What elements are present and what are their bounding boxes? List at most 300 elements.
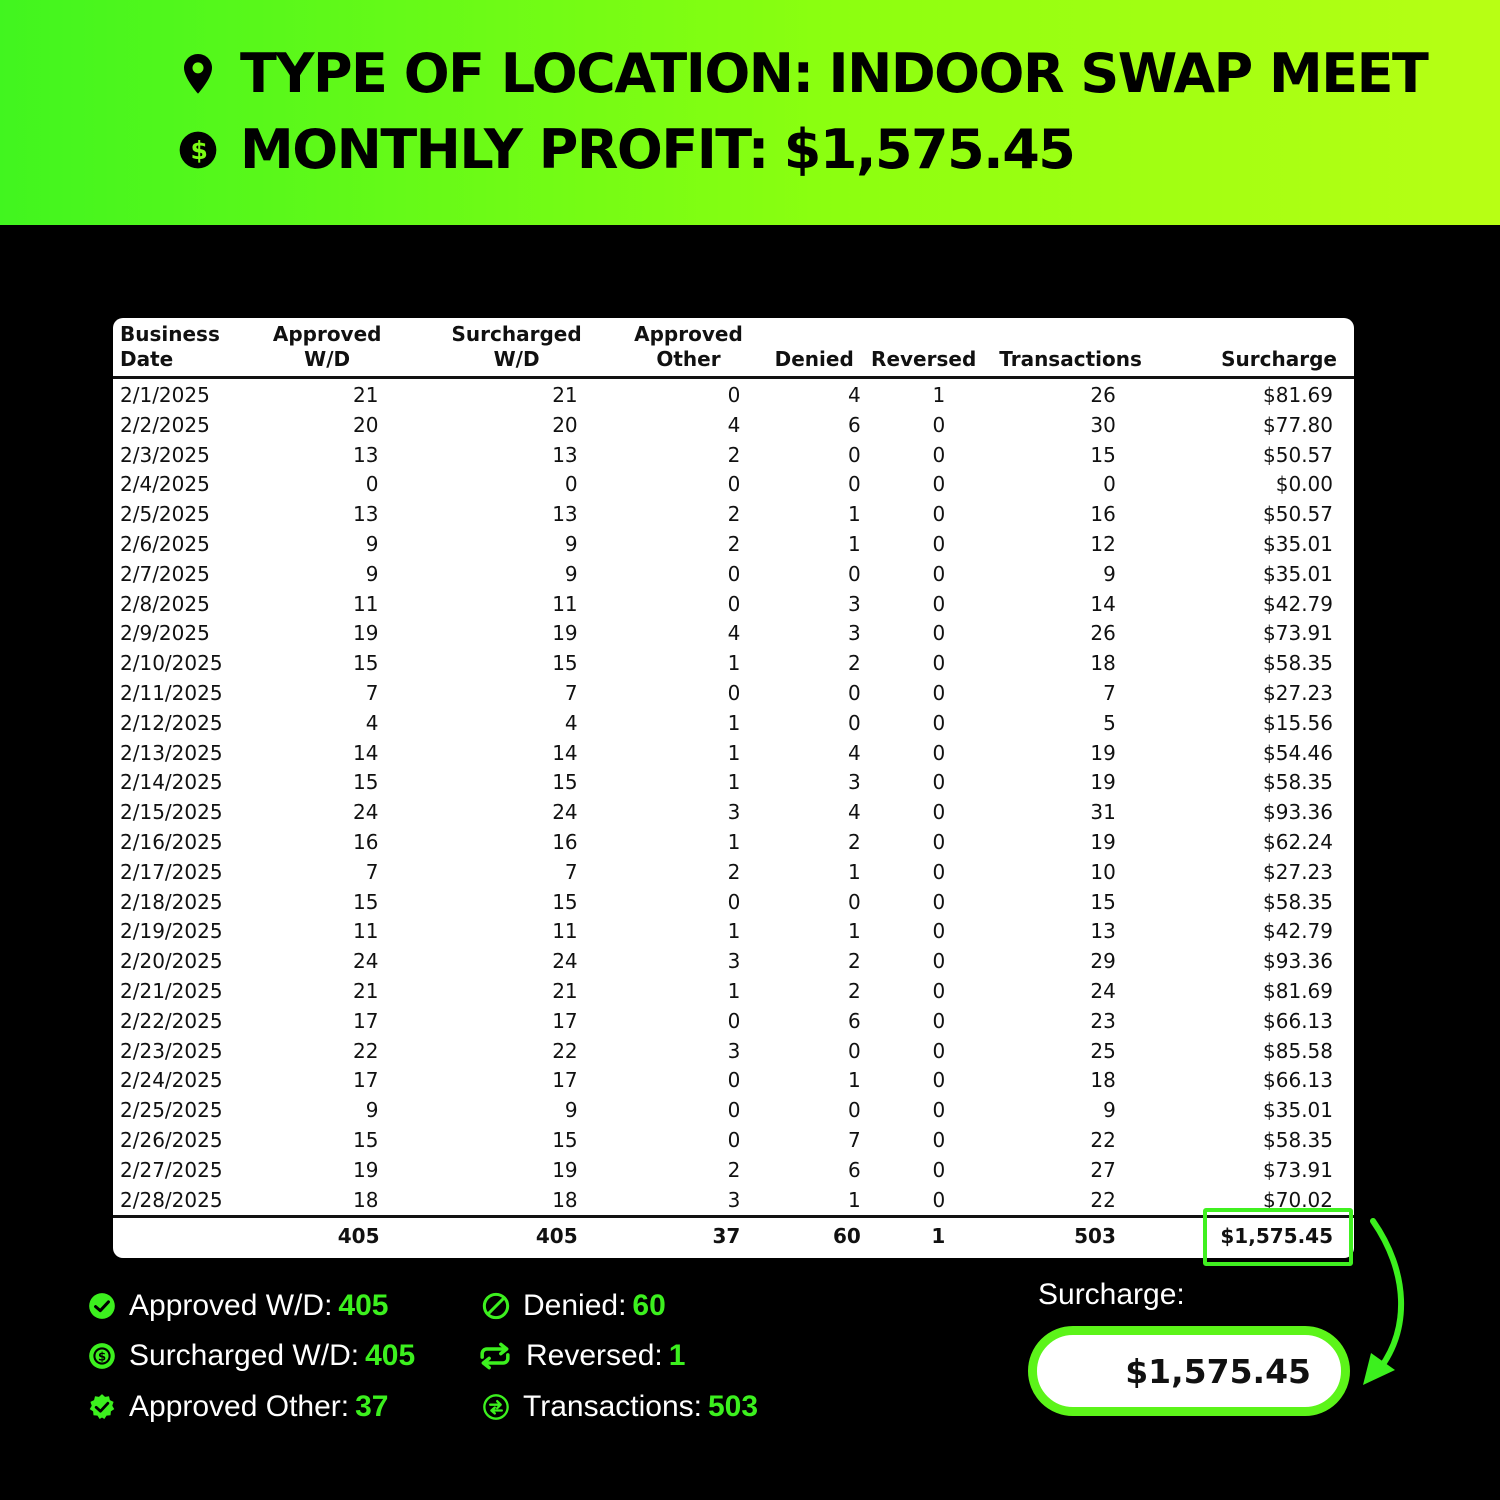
table-row [113, 619, 1354, 649]
value-cell: 11 [353, 919, 379, 944]
table-row [113, 828, 1354, 858]
value-cell: 0 [365, 472, 379, 497]
value-cell: 4 [727, 412, 741, 437]
value-cell: $35.01 [1263, 561, 1333, 586]
value-cell: 15 [552, 651, 578, 676]
value-cell: 24 [552, 949, 578, 974]
value-cell: 4 [848, 740, 861, 765]
totals-cell: 405 [253, 1217, 382, 1255]
value-cell: 1 [727, 978, 741, 1003]
col-header: Denied [745, 318, 865, 378]
value-cell: 3 [727, 949, 741, 974]
table-row [113, 530, 1354, 560]
value-cell: $58.35 [1263, 770, 1333, 795]
summary-value: 503 [707, 1390, 759, 1423]
value-cell: $70.02 [1263, 1187, 1333, 1212]
summary-label: Surcharged W/D: [129, 1339, 360, 1372]
table-row [113, 411, 1354, 441]
value-cell: 17 [353, 1008, 379, 1033]
table-row [113, 679, 1354, 709]
value-cell: 0 [932, 412, 946, 437]
svg-text:$: $ [190, 135, 206, 165]
check-circle-icon [88, 1292, 116, 1320]
summary-transactions [482, 1390, 758, 1424]
value-cell: $93.36 [1263, 949, 1333, 974]
date-cell: 2/1/2025 [120, 383, 210, 407]
value-cell: 22 [1090, 1187, 1116, 1212]
table-row [113, 1156, 1354, 1186]
surcharge-total-pill [1028, 1326, 1350, 1416]
date-cell: 2/7/2025 [120, 561, 210, 586]
table-row [113, 560, 1354, 590]
value-cell: 1 [727, 740, 741, 765]
date-cell: 2/8/2025 [120, 591, 210, 616]
value-cell: 0 [1103, 472, 1116, 497]
date-cell: 2/9/2025 [120, 621, 210, 646]
value-cell: 15 [353, 651, 379, 676]
value-cell: 0 [932, 1127, 946, 1152]
value-cell: 1 [727, 651, 741, 676]
value-cell: 0 [932, 502, 946, 527]
value-cell: 9 [564, 531, 578, 556]
location-label: TYPE OF LOCATION: [240, 42, 813, 105]
value-cell: 15 [1090, 889, 1116, 914]
value-cell: 3 [848, 621, 861, 646]
col-header: Surcharged W/D [381, 318, 581, 378]
summary-label: Approved Other: [129, 1390, 350, 1423]
value-cell: 0 [932, 442, 946, 467]
value-cell: 24 [1090, 978, 1116, 1003]
table-row [113, 649, 1354, 679]
value-cell: 24 [552, 800, 578, 825]
totals-cell: 1 [866, 1217, 999, 1255]
value-cell: $66.13 [1263, 1068, 1333, 1093]
header-banner [0, 0, 1500, 225]
value-cell: 13 [552, 442, 578, 467]
date-cell: 2/25/2025 [120, 1098, 223, 1123]
value-cell: $35.01 [1263, 1098, 1333, 1123]
value-cell: $58.35 [1263, 889, 1333, 914]
summary-value: 1 [668, 1339, 686, 1372]
date-cell: 2/26/2025 [120, 1127, 223, 1152]
value-cell: 1 [848, 502, 861, 527]
table-row [113, 709, 1354, 739]
value-cell: 0 [564, 472, 578, 497]
value-cell: 9 [564, 1098, 578, 1123]
value-cell: 0 [848, 1098, 861, 1123]
date-cell: 2/13/2025 [120, 740, 223, 765]
value-cell: 2 [727, 531, 741, 556]
value-cell: 0 [727, 889, 741, 914]
value-cell: 2 [727, 859, 741, 884]
summary-denied [482, 1289, 666, 1323]
date-cell: 2/14/2025 [120, 770, 223, 795]
summary-label: Transactions: [523, 1390, 702, 1423]
value-cell: 15 [1090, 442, 1116, 467]
value-cell: 0 [727, 1008, 741, 1033]
value-cell: 3 [848, 770, 861, 795]
value-cell: 0 [932, 800, 946, 825]
value-cell: $93.36 [1263, 800, 1333, 825]
value-cell: 18 [353, 1187, 379, 1212]
value-cell: 12 [1090, 531, 1116, 556]
table-row [113, 768, 1354, 798]
summary-approved-wd [88, 1289, 388, 1323]
totals-cell: 503 [999, 1217, 1171, 1255]
value-cell: 0 [848, 472, 861, 497]
totals-cell: $1,575.45 [1171, 1217, 1354, 1255]
value-cell: 2 [848, 949, 861, 974]
value-cell: 6 [848, 1008, 861, 1033]
value-cell: 31 [1090, 800, 1116, 825]
value-cell: 23 [1090, 1008, 1116, 1033]
value-cell: 19 [1090, 740, 1116, 765]
value-cell: $42.79 [1263, 591, 1333, 616]
value-cell: 26 [1090, 621, 1116, 646]
value-cell: 0 [727, 591, 741, 616]
value-cell: 15 [552, 770, 578, 795]
value-cell: 16 [353, 829, 379, 854]
value-cell: $58.35 [1263, 651, 1333, 676]
value-cell: 30 [1090, 412, 1116, 437]
value-cell: 0 [727, 383, 741, 407]
value-cell: 0 [727, 472, 741, 497]
summary-label: Denied: [523, 1289, 627, 1322]
value-cell: 0 [932, 978, 946, 1003]
value-cell: 0 [932, 1098, 946, 1123]
value-cell: 3 [727, 1038, 741, 1063]
date-cell: 2/23/2025 [120, 1038, 223, 1063]
value-cell: $77.80 [1263, 412, 1333, 437]
value-cell: 15 [552, 889, 578, 914]
table-row [113, 500, 1354, 530]
value-cell: 22 [1090, 1127, 1116, 1152]
value-cell: 13 [353, 442, 379, 467]
totals-cell [113, 1217, 253, 1255]
value-cell: 0 [848, 710, 861, 735]
value-cell: 4 [564, 710, 578, 735]
value-cell: 0 [848, 561, 861, 586]
table-row [113, 798, 1354, 828]
repeat-icon [477, 1342, 513, 1370]
date-cell: 2/19/2025 [120, 919, 223, 944]
dollar-circle-icon [178, 128, 218, 172]
report-card [113, 318, 1354, 1258]
location-value: INDOOR SWAP MEET [828, 42, 1428, 105]
check-badge-icon [88, 1393, 116, 1421]
table-row [113, 1007, 1354, 1037]
value-cell: $50.57 [1263, 442, 1333, 467]
table-row [113, 1126, 1354, 1156]
value-cell: 7 [564, 680, 578, 705]
summary-value: 60 [632, 1289, 666, 1322]
table-row [113, 947, 1354, 977]
col-header: Approved Other [582, 318, 746, 378]
date-cell: 2/21/2025 [120, 978, 223, 1003]
value-cell: 0 [848, 889, 861, 914]
value-cell: 18 [1090, 1068, 1116, 1093]
value-cell: 27 [1090, 1157, 1116, 1182]
value-cell: 3 [727, 800, 741, 825]
date-cell: 2/6/2025 [120, 531, 210, 556]
table-row [113, 1066, 1354, 1096]
value-cell: 0 [848, 680, 861, 705]
totals-cell: 37 [582, 1217, 746, 1255]
value-cell: 20 [552, 412, 578, 437]
value-cell: 3 [848, 591, 861, 616]
value-cell: 1 [727, 710, 741, 735]
value-cell: 4 [848, 383, 861, 407]
table-row [113, 378, 1354, 411]
value-cell: 21 [353, 978, 379, 1003]
value-cell: $50.57 [1263, 502, 1333, 527]
summary-surcharged-wd [88, 1339, 415, 1373]
value-cell: 0 [932, 889, 946, 914]
value-cell: 4 [848, 800, 861, 825]
value-cell: $85.58 [1263, 1038, 1333, 1063]
value-cell: 0 [932, 591, 946, 616]
value-cell: 1 [848, 1068, 861, 1093]
table-body [113, 378, 1354, 1217]
value-cell: 13 [552, 502, 578, 527]
value-cell: $73.91 [1263, 1157, 1333, 1182]
value-cell: 0 [727, 561, 741, 586]
value-cell: 10 [1090, 859, 1116, 884]
value-cell: 7 [365, 859, 379, 884]
col-header: Surcharge [1171, 318, 1354, 378]
value-cell: 19 [353, 1157, 379, 1182]
value-cell: 0 [932, 740, 946, 765]
value-cell: 0 [932, 1157, 946, 1182]
date-cell: 2/5/2025 [120, 502, 210, 527]
value-cell: $73.91 [1263, 621, 1333, 646]
value-cell: 0 [727, 680, 741, 705]
value-cell: 0 [932, 859, 946, 884]
value-cell: $81.69 [1263, 383, 1333, 407]
summary-label: Approved W/D: [129, 1289, 333, 1322]
value-cell: 0 [932, 770, 946, 795]
value-cell: 9 [365, 561, 379, 586]
value-cell: 2 [727, 1157, 741, 1182]
value-cell: 24 [353, 800, 379, 825]
value-cell: 6 [848, 412, 861, 437]
totals-cell: 60 [745, 1217, 865, 1255]
summary-value: 37 [355, 1390, 389, 1423]
table-header-row [113, 318, 1354, 378]
summary-approved-other [88, 1390, 389, 1424]
value-cell: $66.13 [1263, 1008, 1333, 1033]
value-cell: 19 [552, 1157, 578, 1182]
value-cell: 15 [353, 770, 379, 795]
value-cell: 21 [552, 978, 578, 1003]
value-cell: 15 [353, 889, 379, 914]
prohibited-icon [482, 1292, 510, 1320]
table-row [113, 590, 1354, 620]
value-cell: 0 [932, 1187, 946, 1212]
table-row [113, 739, 1354, 769]
value-cell: 9 [564, 561, 578, 586]
value-cell: 0 [727, 1068, 741, 1093]
value-cell: 0 [932, 1068, 946, 1093]
profit-line [178, 118, 1074, 181]
value-cell: 16 [552, 829, 578, 854]
surcharge-total-value: $1,575.45 [1125, 1351, 1311, 1391]
table-row [113, 888, 1354, 918]
value-cell: 11 [353, 591, 379, 616]
col-header: Business Date [113, 318, 253, 378]
value-cell: 17 [552, 1008, 578, 1033]
date-cell: 2/3/2025 [120, 442, 210, 467]
value-cell: 0 [932, 651, 946, 676]
value-cell: 21 [552, 383, 578, 407]
value-cell: 0 [727, 1127, 741, 1152]
table-row [113, 1186, 1354, 1217]
value-cell: 1 [932, 383, 946, 407]
location-line [178, 42, 1427, 105]
col-header: Approved W/D [253, 318, 382, 378]
value-cell: $54.46 [1263, 740, 1333, 765]
value-cell: $27.23 [1263, 859, 1333, 884]
summary-label: Reversed: [526, 1339, 663, 1372]
value-cell: 7 [848, 1127, 861, 1152]
table-row [113, 858, 1354, 888]
value-cell: 0 [932, 949, 946, 974]
table-row [113, 917, 1354, 947]
value-cell: 17 [552, 1068, 578, 1093]
value-cell: 0 [932, 710, 946, 735]
table-row [113, 1096, 1354, 1126]
value-cell: 6 [848, 1157, 861, 1182]
value-cell: 4 [727, 621, 741, 646]
value-cell: 9 [365, 1098, 379, 1123]
value-cell: 2 [848, 829, 861, 854]
profit-value: $1,575.45 [783, 118, 1075, 181]
table-row [113, 977, 1354, 1007]
total-highlight-box [1203, 1208, 1353, 1266]
value-cell: 4 [365, 710, 379, 735]
value-cell: 19 [1090, 770, 1116, 795]
value-cell: 15 [552, 1127, 578, 1152]
value-cell: 15 [353, 1127, 379, 1152]
date-cell: 2/15/2025 [120, 800, 223, 825]
value-cell: 5 [1103, 710, 1116, 735]
date-cell: 2/2/2025 [120, 412, 210, 437]
value-cell: 0 [932, 919, 946, 944]
arrow-icon [1355, 1215, 1415, 1390]
totals-cell: 405 [381, 1217, 581, 1255]
value-cell: 11 [552, 919, 578, 944]
value-cell: 7 [564, 859, 578, 884]
value-cell: 24 [353, 949, 379, 974]
date-cell: 2/27/2025 [120, 1157, 223, 1182]
value-cell: 1 [727, 829, 741, 854]
value-cell: 1 [848, 1187, 861, 1212]
value-cell: 7 [365, 680, 379, 705]
svg-text:$: $ [97, 1349, 107, 1364]
date-cell: 2/12/2025 [120, 710, 223, 735]
surcharge-circle-icon [88, 1342, 116, 1370]
value-cell: 14 [1090, 591, 1116, 616]
value-cell: 19 [552, 621, 578, 646]
value-cell: 1 [727, 919, 741, 944]
value-cell: 0 [848, 442, 861, 467]
value-cell: 20 [353, 412, 379, 437]
value-cell: 0 [848, 1038, 861, 1063]
value-cell: 21 [353, 383, 379, 407]
value-cell: 2 [848, 651, 861, 676]
value-cell: $15.56 [1263, 710, 1333, 735]
value-cell: 0 [932, 472, 946, 497]
value-cell: 18 [552, 1187, 578, 1212]
summary-reversed [477, 1339, 685, 1373]
summary-value: 405 [338, 1289, 389, 1322]
table-row [113, 441, 1354, 471]
value-cell: $81.69 [1263, 978, 1333, 1003]
value-cell: 2 [727, 502, 741, 527]
value-cell: 2 [848, 978, 861, 1003]
date-cell: 2/17/2025 [120, 859, 223, 884]
value-cell: 26 [1090, 383, 1116, 407]
value-cell: 9 [1103, 1098, 1116, 1123]
value-cell: $58.35 [1263, 1127, 1333, 1152]
value-cell: 1 [727, 770, 741, 795]
value-cell: 14 [552, 740, 578, 765]
value-cell: 7 [1103, 680, 1116, 705]
map-pin-icon [178, 52, 218, 96]
table-row [113, 470, 1354, 500]
value-cell: 0 [932, 829, 946, 854]
value-cell: $27.23 [1263, 680, 1333, 705]
value-cell: $35.01 [1263, 531, 1333, 556]
col-header: Transactions [999, 318, 1171, 378]
value-cell: 22 [353, 1038, 379, 1063]
totals-row [113, 1217, 1354, 1255]
value-cell: 11 [552, 591, 578, 616]
value-cell: 29 [1090, 949, 1116, 974]
value-cell: 3 [727, 1187, 741, 1212]
date-cell: 2/10/2025 [120, 651, 223, 676]
value-cell: 18 [1090, 651, 1116, 676]
value-cell: 0 [932, 561, 946, 586]
summary-value: 405 [365, 1339, 416, 1372]
value-cell: $62.24 [1263, 829, 1333, 854]
value-cell: 0 [727, 1098, 741, 1123]
value-cell: 25 [1090, 1038, 1116, 1063]
value-cell: 22 [552, 1038, 578, 1063]
value-cell: $0.00 [1275, 472, 1333, 497]
date-cell: 2/22/2025 [120, 1008, 223, 1033]
date-cell: 2/4/2025 [120, 472, 210, 497]
value-cell: 0 [932, 680, 946, 705]
value-cell: 13 [353, 502, 379, 527]
value-cell: 1 [848, 859, 861, 884]
value-cell: 19 [353, 621, 379, 646]
value-cell: 1 [848, 919, 861, 944]
table-row [113, 1037, 1354, 1067]
value-cell: $42.79 [1263, 919, 1333, 944]
profit-label: MONTHLY PROFIT: [240, 118, 768, 181]
date-cell: 2/16/2025 [120, 829, 223, 854]
date-cell: 2/24/2025 [120, 1068, 223, 1093]
value-cell: 17 [353, 1068, 379, 1093]
date-cell: 2/18/2025 [120, 889, 223, 914]
value-cell: 19 [1090, 829, 1116, 854]
date-cell: 2/20/2025 [120, 949, 223, 974]
surcharge-label: Surcharge: [1038, 1278, 1185, 1311]
value-cell: 0 [932, 1008, 946, 1033]
date-cell: 2/11/2025 [120, 680, 223, 705]
value-cell: 2 [727, 442, 741, 467]
